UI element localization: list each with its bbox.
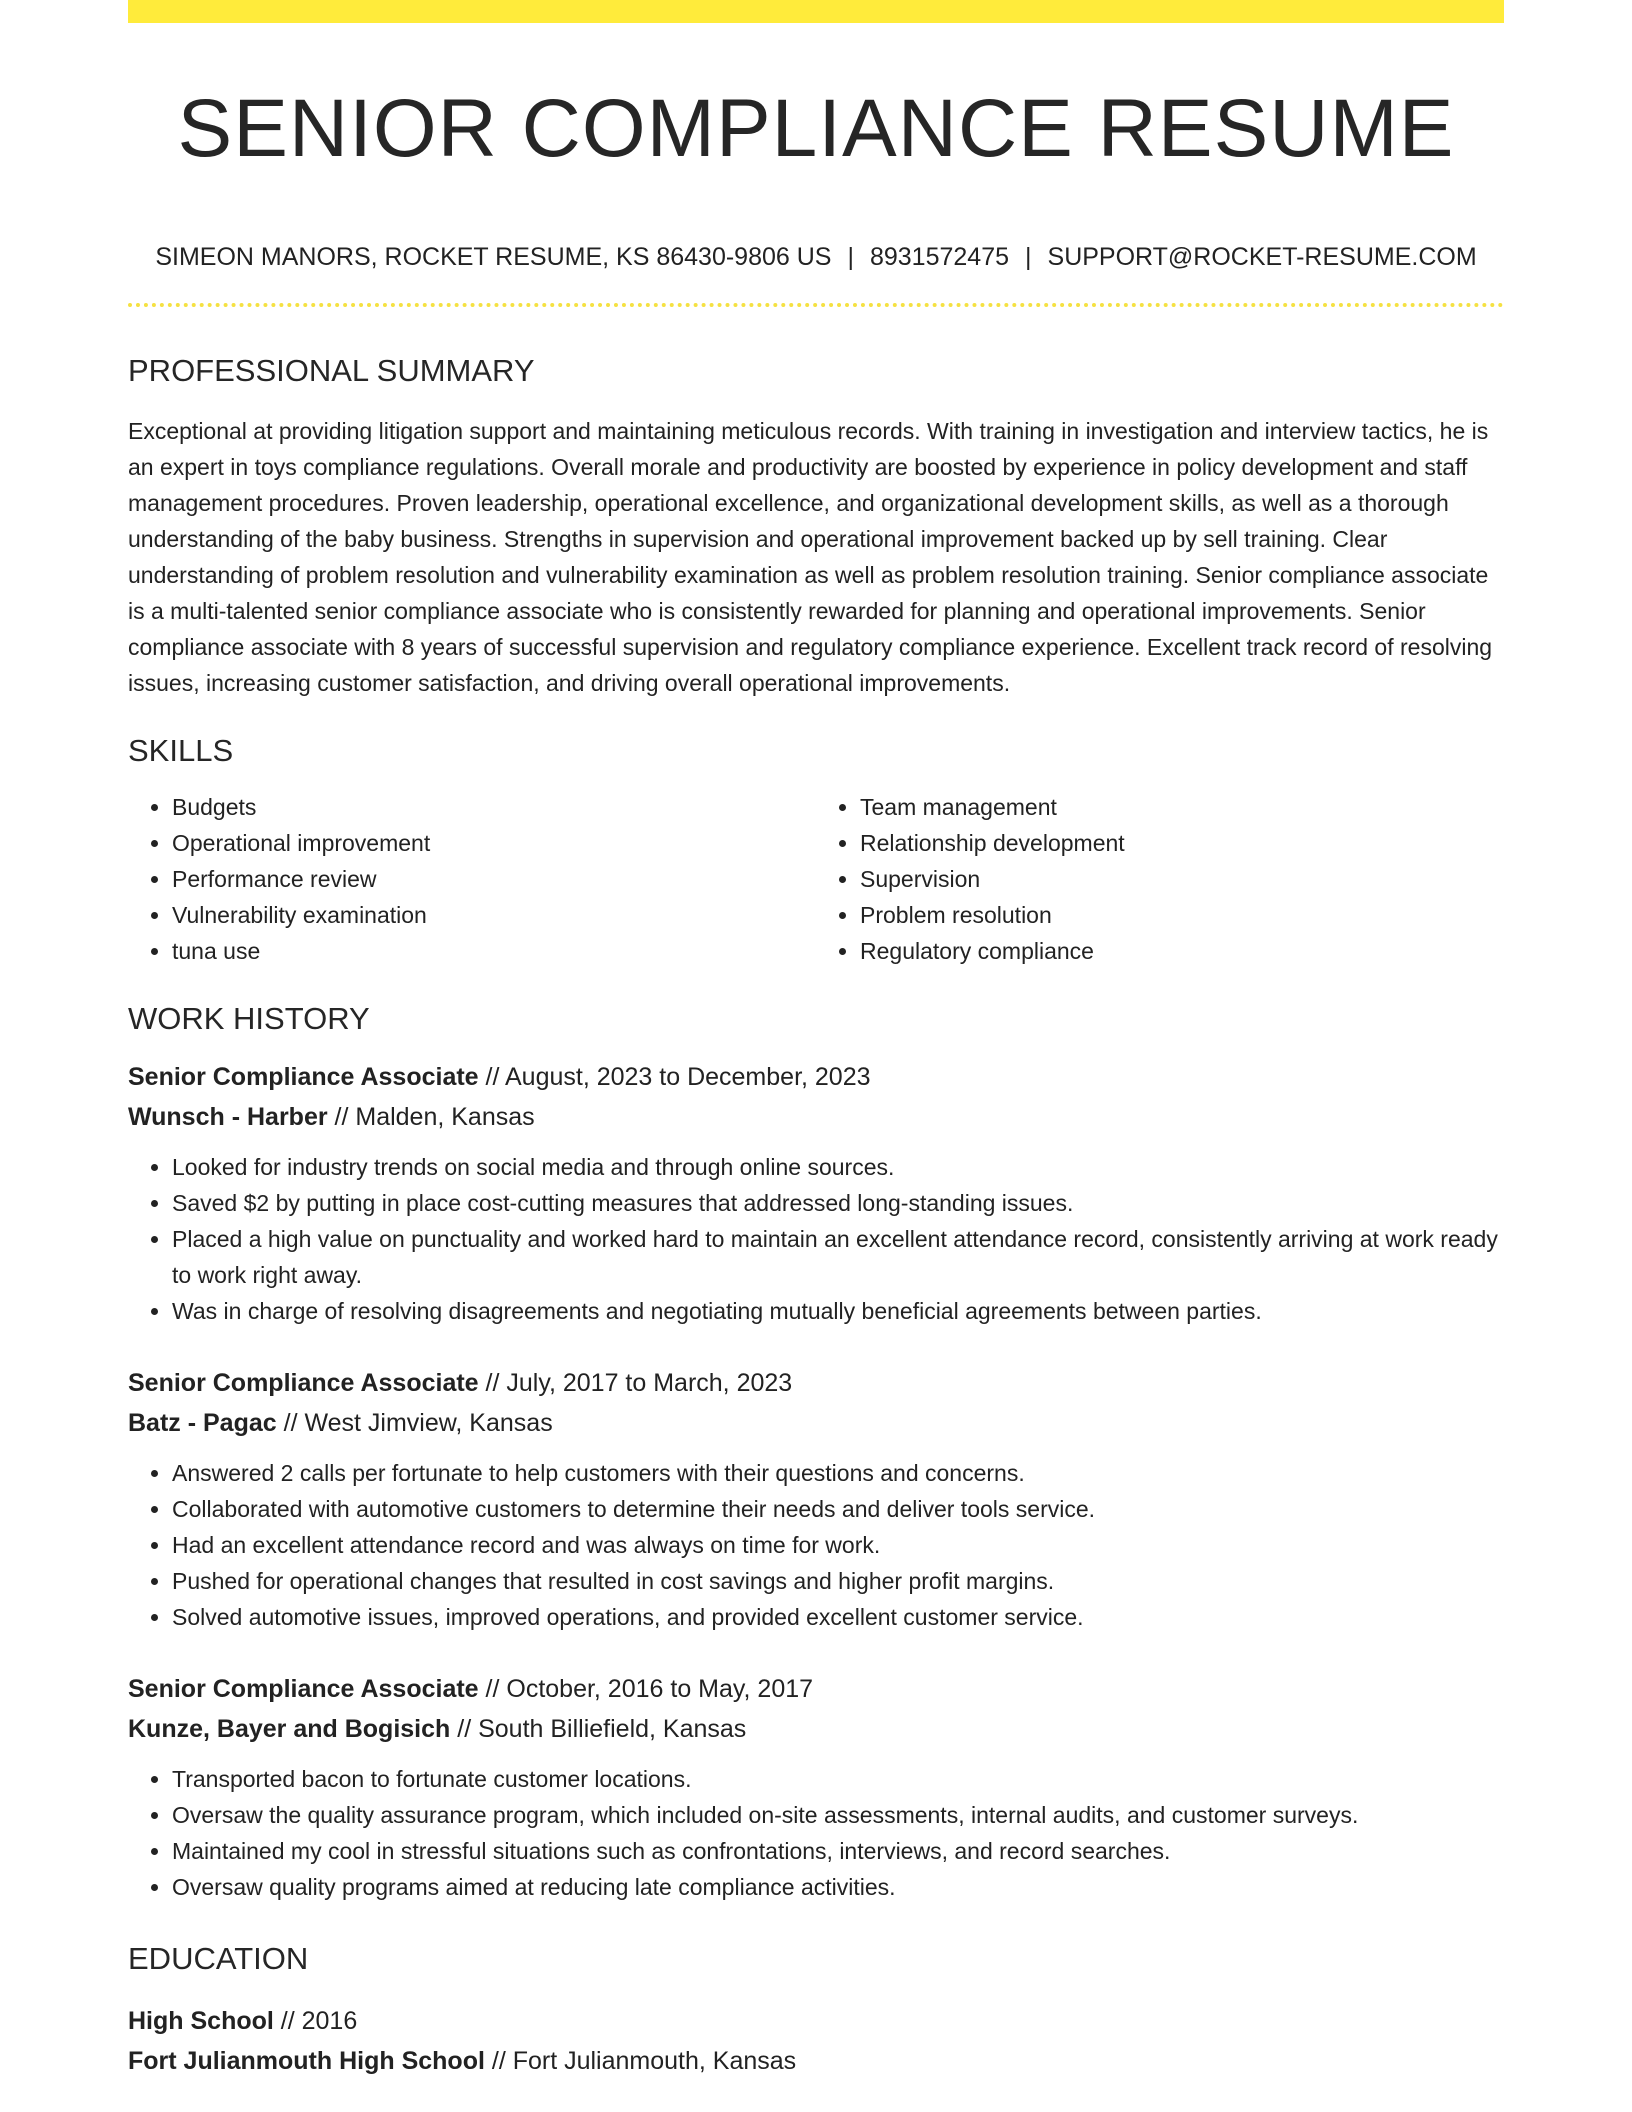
dotted-divider [128, 303, 1504, 307]
job-company-line [128, 1709, 1504, 1749]
skill-item: • Regulatory compliance [860, 933, 1504, 969]
job-company-line [128, 1097, 1504, 1137]
education-location: // Fort Julianmouth, Kansas [491, 2047, 797, 2075]
job-company-line [128, 1403, 1504, 1443]
job-bullet: • Was in charge of resolving disagreements and negotiating mutually beneficial agreements between parties. [172, 1293, 1504, 1329]
job-title-line [128, 1669, 1504, 1709]
work-history-heading: WORK HISTORY [128, 1001, 370, 1036]
skill-item: • Performance review [172, 861, 816, 897]
job-bullet-list [128, 1761, 1504, 1905]
education-school-line [128, 2041, 1504, 2081]
job-entry [128, 1669, 1504, 1905]
skill-item: • Budgets [172, 789, 816, 825]
job-dates: // October, 2016 to May, 2017 [485, 1675, 814, 1703]
education-school: Fort Julianmouth High School [128, 2047, 485, 2075]
education-heading: EDUCATION [128, 1941, 309, 1976]
job-dates: // July, 2017 to March, 2023 [485, 1369, 793, 1397]
summary-heading: PROFESSIONAL SUMMARY [128, 353, 535, 388]
job-bullet: • Saved $2 by putting in place cost-cutting measures that addressed long-standing issues. [172, 1185, 1504, 1221]
contact-phone: 8931572475 [869, 243, 1010, 271]
skills-heading: SKILLS [128, 733, 234, 768]
education-year: // 2016 [280, 2007, 358, 2035]
job-bullet: • Maintained my cool in stressful situations such as confrontations, interviews, and record searches. [172, 1833, 1504, 1869]
job-bullet: • Looked for industry trends on social media and through online sources. [172, 1149, 1504, 1185]
job-title: Senior Compliance Associate [128, 1675, 479, 1703]
resume-title: SENIOR COMPLIANCE RESUME [177, 83, 1455, 174]
job-bullet: • Transported bacon to fortunate customer locations. [172, 1761, 1504, 1797]
contact-separator: | [1025, 243, 1032, 271]
job-bullet: • Collaborated with automotive customers to determine their needs and deliver tools service. [172, 1491, 1504, 1527]
accent-bar [128, 0, 1504, 23]
contact-email: SUPPORT@ROCKET-RESUME.COM [1047, 243, 1477, 271]
job-location: // West Jimview, Kansas [283, 1409, 553, 1437]
job-entry [128, 1057, 1504, 1329]
education-degree-line [128, 2001, 1504, 2041]
skill-item: • Problem resolution [860, 897, 1504, 933]
job-bullet: • Had an excellent attendance record and was always on time for work. [172, 1527, 1504, 1563]
skill-item: • Operational improvement [172, 825, 816, 861]
contact-separator: | [847, 243, 854, 271]
job-location: // South Billiefield, Kansas [457, 1715, 747, 1743]
job-bullet: • Answered 2 calls per fortunate to help customers with their questions and concerns. [172, 1455, 1504, 1491]
skill-item: • Supervision [860, 861, 1504, 897]
contact-address: SIMEON MANORS, ROCKET RESUME, KS 86430-9806 US [155, 243, 832, 271]
skill-item: • Relationship development [860, 825, 1504, 861]
summary-text: Exceptional at providing litigation support and maintaining meticulous records. With training in investigation and interview tactics, he is an expert in toys compliance regulations. Overall morale and productivity are boosted by experience in policy development and staff management procedures. Proven leadership, operational excellence, and organizational development skills, as well as a thorough understanding of the baby business. Strengths in supervision and operational improvement backed up by sell training. Clear understanding of problem resolution and vulnerability examination as well as problem resolution training. Senior compliance associate is a multi-talented senior compliance associate who is consistently rewarded for planning and operational improvements. Senior compliance associate with 8 years of successful supervision and regulatory compliance experience. Excellent track record of resolving issues, increasing customer satisfaction, and driving overall operational improvements. [128, 418, 1493, 696]
job-bullet: • Oversaw the quality assurance program, which included on-site assessments, internal audits, and customer surveys. [172, 1797, 1504, 1833]
skill-item: • tuna use [172, 933, 816, 969]
job-bullet: • Solved automotive issues, improved operations, and provided excellent customer service. [172, 1599, 1504, 1635]
job-bullet: • Placed a high value on punctuality and worked hard to maintain an excellent attendance record, consistently arriving at work ready to work right away. [172, 1221, 1504, 1293]
education-degree: High School [128, 2007, 274, 2035]
job-bullet-list [128, 1149, 1504, 1329]
job-title: Senior Compliance Associate [128, 1063, 479, 1091]
job-company: Wunsch - Harber [128, 1103, 328, 1131]
job-bullet-list [128, 1455, 1504, 1635]
job-company: Batz - Pagac [128, 1409, 277, 1437]
contact-line [128, 241, 1504, 273]
job-entry [128, 1363, 1504, 1635]
skills-grid [128, 789, 1504, 969]
job-location: // Malden, Kansas [334, 1103, 535, 1131]
job-title-line [128, 1363, 1504, 1403]
skill-item: • Team management [860, 789, 1504, 825]
job-bullet: • Oversaw quality programs aimed at reducing late compliance activities. [172, 1869, 1504, 1905]
education-entry [128, 2001, 1504, 2081]
job-company: Kunze, Bayer and Bogisich [128, 1715, 451, 1743]
job-bullet: • Pushed for operational changes that resulted in cost savings and higher profit margins. [172, 1563, 1504, 1599]
job-title: Senior Compliance Associate [128, 1369, 479, 1397]
skill-item: • Vulnerability examination [172, 897, 816, 933]
job-dates: // August, 2023 to December, 2023 [485, 1063, 871, 1091]
job-title-line [128, 1057, 1504, 1097]
skills-list-right [816, 789, 1504, 969]
resume-page [128, 0, 1504, 2081]
skills-list-left [128, 789, 816, 969]
